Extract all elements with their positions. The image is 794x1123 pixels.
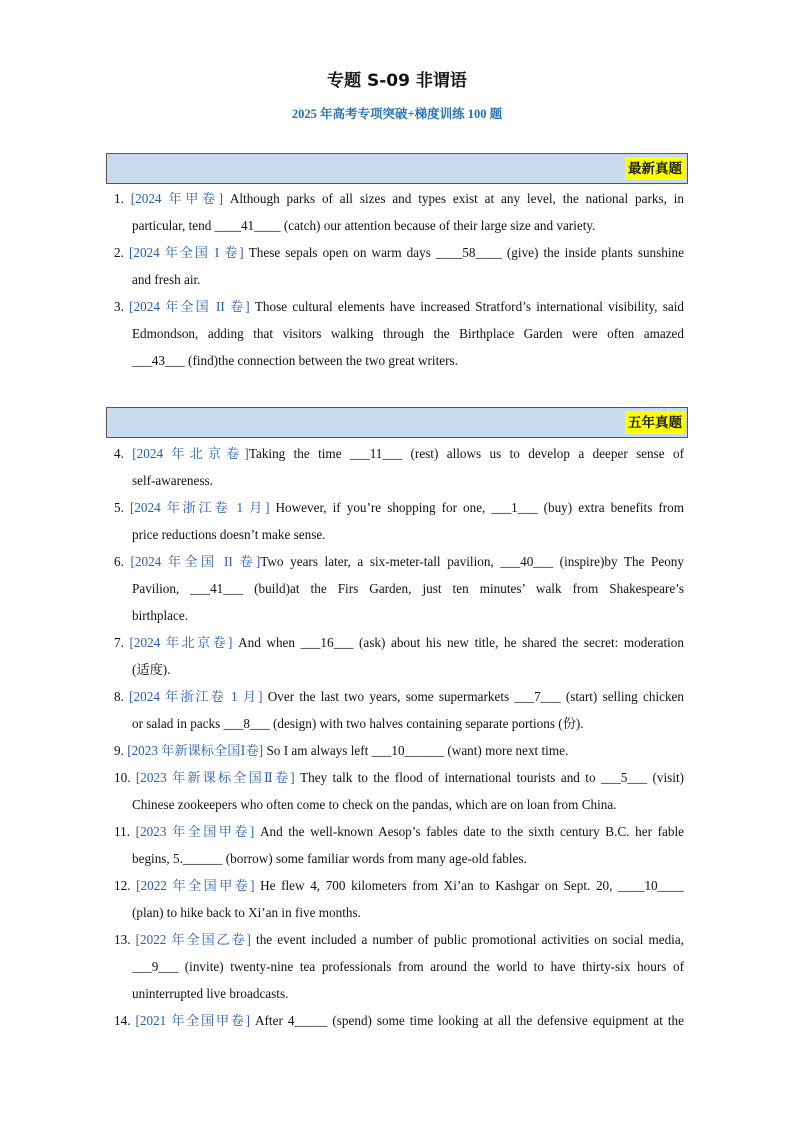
question-source: [2023 年全国甲卷] <box>135 824 255 839</box>
question-line: ___43___ (find)the connection between the two great writers. <box>132 353 458 368</box>
section-label: 最新真题 <box>625 157 685 180</box>
question-source: [2024 年甲卷] <box>130 191 223 206</box>
question-source: [2024 年北京卷] <box>132 446 249 461</box>
question-source: [2024 年全国 II 卷] <box>130 554 261 569</box>
question-line: birthplace. <box>132 608 189 623</box>
question-line: Edmondson, adding that visitors walking through the Birthplace Garden were often amazed <box>132 326 684 341</box>
question-line: Pavilion, ___41___ (build)at the Firs Garden, just ten minutes’ walk from Shakespeare’s <box>132 581 684 596</box>
question-source: [2024 年浙江卷 1 月] <box>129 500 270 515</box>
question-line: ___9___ (invite) twenty-nine tea professionals from around the world to have thirty-six hours of <box>132 959 684 974</box>
question-item <box>114 440 684 494</box>
question-line: or salad in packs ___8___ (design) with two halves containing separate portions (份). <box>132 716 584 731</box>
question-line: 13. [2022 年全国乙卷] the event included a number of public promotional activities on social media, <box>114 932 685 947</box>
question-source: [2022 年全国乙卷] <box>135 932 251 947</box>
question-item <box>114 548 684 629</box>
question-line: 7. [2024 年北京卷] And when ___16___ (ask) about his new title, he shared the secret: moderation <box>114 635 684 650</box>
question-source: [2022 年全国甲卷] <box>136 878 255 893</box>
question-line: 3. [2024 年全国 II 卷] Those cultural elements have increased Stratford’s international visibility, said <box>114 299 684 314</box>
question-line: 9. [2023 年新课标全国Ⅰ卷] So I am always left ___10______ (want) more next time. <box>114 743 569 758</box>
question-line: (适度). <box>132 662 171 677</box>
question-line: 10. [2023 年新课标全国Ⅱ卷] They talk to the flood of international tourists and to ___5___ (visit) <box>114 770 685 785</box>
question-line: 14. [2021 年全国甲卷] After 4_____ (spend) some time looking at all the defensive equipment at the <box>114 1013 685 1028</box>
section-banner-five-year <box>106 407 688 438</box>
question-line: and fresh air. <box>132 272 201 287</box>
question-source: [2024 年浙江卷 1 月] <box>129 689 263 704</box>
question-line: 8. [2024 年浙江卷 1 月] Over the last two years, some supermarkets ___7___ (start) selling chicken <box>114 689 684 704</box>
page-title: 专题 S-09 非谓语 <box>327 71 467 91</box>
question-item <box>114 737 684 764</box>
question-item <box>114 185 684 239</box>
question-item <box>114 683 684 737</box>
question-line: 5. [2024 年浙江卷 1 月] However, if you’re shopping for one, ___1___ (buy) extra benefits from <box>114 500 685 515</box>
question-line: 1. [2024 年甲卷] Although parks of all sizes and types exist at any level, the national parks, in <box>114 191 684 206</box>
question-item <box>114 818 684 872</box>
question-line: 6. [2024 年全国 II 卷]Two years later, a six-meter-tall pavilion, ___40___ (inspire)by The Peony <box>114 554 684 569</box>
question-line: Chinese zookeepers who often come to check on the pandas, which are on loan from China. <box>132 797 617 812</box>
question-item <box>114 293 684 374</box>
question-item <box>114 1007 684 1034</box>
section-banner-latest <box>106 153 688 184</box>
question-line: self-awareness. <box>132 473 213 488</box>
question-source: [2023 年新课标全国Ⅱ卷] <box>135 770 295 785</box>
question-line: price reductions doesn’t make sense. <box>132 527 326 542</box>
question-item <box>114 494 684 548</box>
question-line: begins, 5.______ (borrow) some familiar words from many age-old fables. <box>132 851 527 866</box>
question-source: [2024 年全国 II 卷] <box>129 299 250 314</box>
section-label: 五年真题 <box>625 411 685 434</box>
question-line: 4. [2024 年北京卷]Taking the time ___11___ (rest) allows us to develop a deeper sense of <box>114 446 684 461</box>
question-item <box>114 629 684 683</box>
question-source: [2024 年北京卷] <box>129 635 233 650</box>
question-line: 11. [2023 年全国甲卷] And the well-known Aesop’s fables date to the sixth century B.C. her fable <box>114 824 684 839</box>
question-line: uninterrupted live broadcasts. <box>132 986 289 1001</box>
question-item <box>114 239 684 293</box>
page-subtitle: 2025 年高考专项突破+梯度训练 100 题 <box>291 107 503 121</box>
question-item <box>114 926 684 1007</box>
question-source: [2023 年新课标全国Ⅰ卷] <box>127 743 264 758</box>
question-line: 12. [2022 年全国甲卷] He flew 4, 700 kilometers from Xi’an to Kashgar on Sept. 20, ____10____ <box>114 878 685 893</box>
question-line: particular, tend ____41____ (catch) our attention because of their large size and variety. <box>132 218 596 233</box>
question-line: 2. [2024 年全国 I 卷] These sepals open on warm days ____58____ (give) the inside plants sunshine <box>114 245 684 260</box>
question-item <box>114 764 684 818</box>
question-source: [2021 年全国甲卷] <box>135 1013 251 1028</box>
question-line: (plan) to hike back to Xi’an in five months. <box>132 905 361 920</box>
question-item <box>114 872 684 926</box>
question-source: [2024 年全国 I 卷] <box>128 245 244 260</box>
